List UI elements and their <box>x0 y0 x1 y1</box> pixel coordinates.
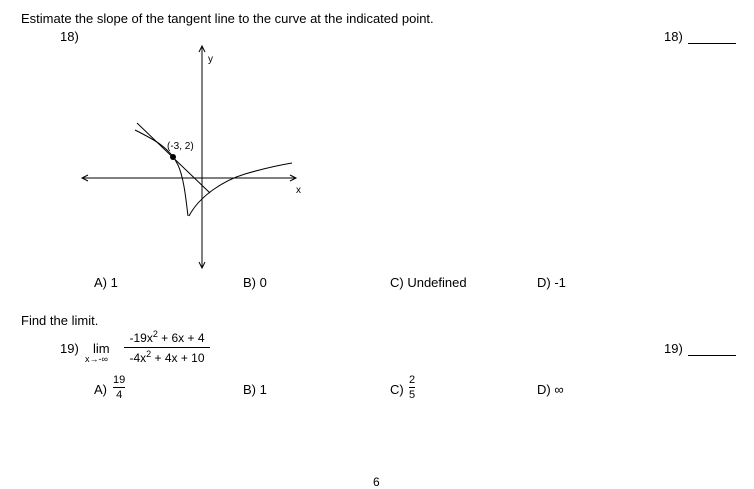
q18-number: 18) <box>60 29 79 44</box>
q19-answer-blank[interactable] <box>688 355 736 356</box>
q19-choice-b[interactable]: B) 1 <box>243 382 267 397</box>
q19-choice-a-fraction[interactable]: 19 4 <box>113 374 126 401</box>
q18-choice-d[interactable]: D) -1 <box>537 275 566 290</box>
limit-numerator: $-19x^2 + 6x + 4$ <box>129 329 205 345</box>
y-axis-label: y <box>208 54 213 65</box>
q19-choice-d[interactable]: D) ∞ <box>537 382 564 397</box>
q19-choice-c-fraction[interactable]: 2 5 <box>409 374 416 401</box>
q19-choice-a-letter[interactable]: A) <box>94 382 107 397</box>
page-number: 6 <box>373 475 380 489</box>
curve-right-branch <box>189 163 292 216</box>
q18-answer-number: 18) <box>664 29 683 44</box>
indicated-point <box>170 154 176 160</box>
q18-choice-b[interactable]: B) 0 <box>243 275 267 290</box>
x-axis-label: x <box>296 185 301 196</box>
q19-choice-c-letter[interactable]: C) <box>390 382 404 397</box>
limit-denominator: $-4x^2 + 4x + 10$ <box>129 349 205 365</box>
q19-answer-number: 19) <box>664 341 683 356</box>
q18-instruction: Estimate the slope of the tangent line to the curve at the indicated point. <box>21 11 434 26</box>
q18-choice-a[interactable]: A) 1 <box>94 275 118 290</box>
lim-subscript: x→-∞ <box>85 354 108 364</box>
q18-choice-c[interactable]: C) Undefined <box>390 275 467 290</box>
q19-number: 19) <box>60 341 79 356</box>
limit-fraction-bar <box>124 347 210 348</box>
q19-instruction: Find the limit. <box>21 313 99 328</box>
lim-word: lim <box>93 341 110 356</box>
point-label: (-3, 2) <box>167 141 194 152</box>
